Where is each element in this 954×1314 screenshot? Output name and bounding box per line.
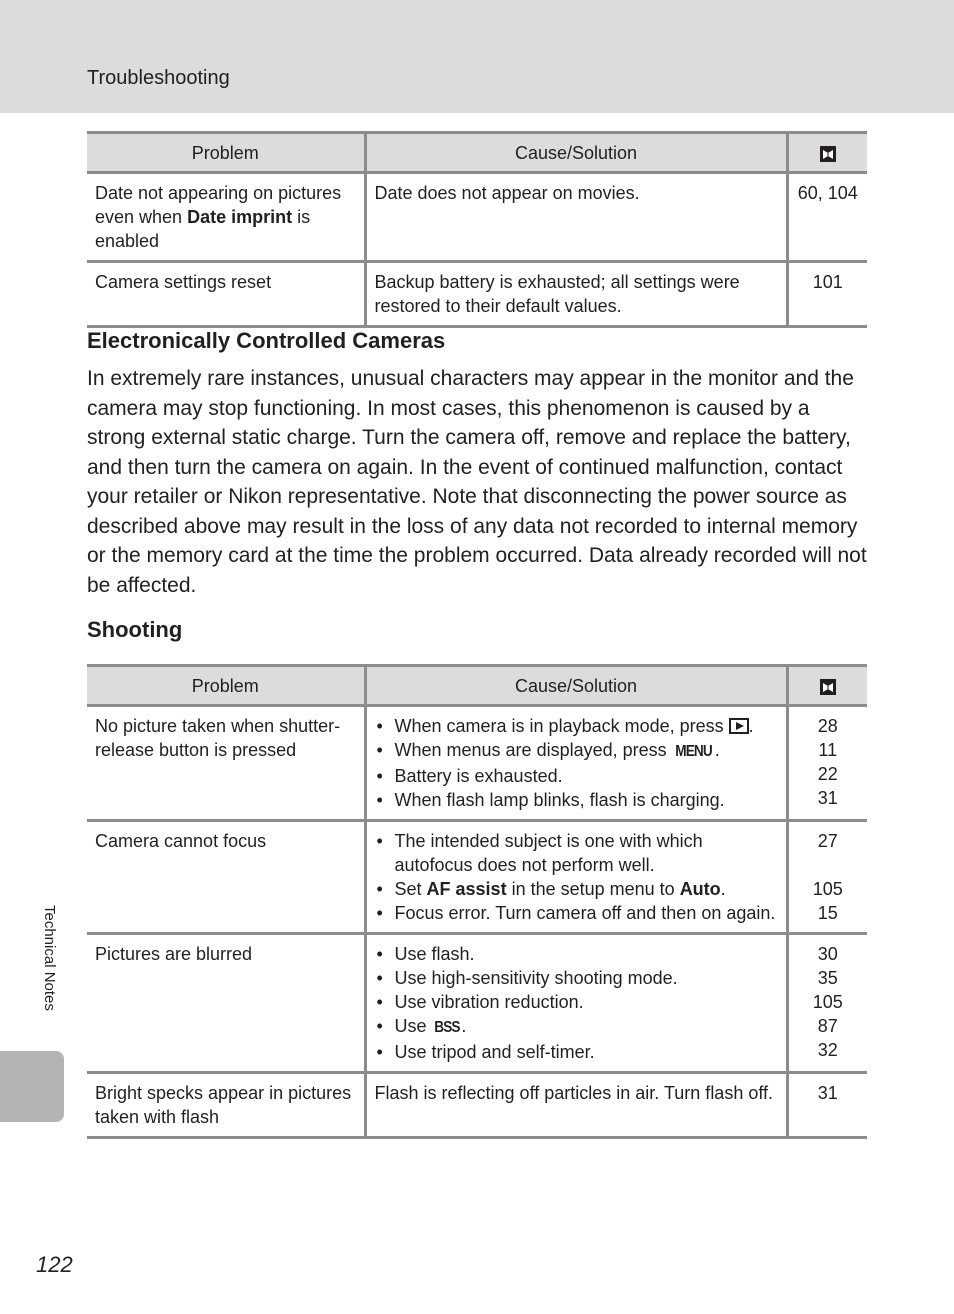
page-cell: 60, 104 (787, 173, 867, 262)
table-row (87, 934, 867, 1073)
column-header-problem: Problem (87, 133, 365, 173)
page-cell: 28 11 22 31 (787, 706, 867, 821)
problem-cell: Pictures are blurred (87, 934, 365, 1073)
side-tab (0, 1051, 64, 1122)
table-row (87, 706, 867, 821)
page-cell: 31 (787, 1073, 867, 1138)
column-header-page (787, 666, 867, 706)
cause-cell (365, 934, 787, 1073)
table-row (87, 1073, 867, 1138)
problem-cell: Date not appearing on pictures even when Date imprint is enabled (87, 173, 365, 262)
list-item: • Set AF assist in the setup menu to Auto. (375, 877, 778, 901)
troubleshooting-table-shooting (87, 664, 867, 1139)
side-section-label: Technical Notes (41, 905, 58, 1011)
list-item: • The intended subject is one with which autofocus does not perform well. (375, 829, 778, 877)
header-title: Troubleshooting (87, 67, 230, 89)
page-reference-icon (819, 145, 837, 163)
page-cell: 27 105 15 (787, 821, 867, 934)
column-header-problem: Problem (87, 666, 365, 706)
page-cell: 30 35 105 87 32 (787, 934, 867, 1073)
list-item: • Use vibration reduction. (375, 990, 778, 1014)
column-header-page (787, 133, 867, 173)
cause-cell: Date does not appear on movies. (365, 173, 787, 262)
cause-cell: Backup battery is exhausted; all settings were restored to their default values. (365, 262, 787, 327)
list-item: • When menus are displayed, press MENU . (375, 738, 778, 764)
problem-cell: Bright specks appear in pictures taken with flash (87, 1073, 365, 1138)
section-body-electronic: In extremely rare instances, unusual characters may appear in the monitor and the camera may stop functioning. In most cases, this phenomenon is caused by a strong external static charge. Turn the camera off, remove and replace the battery, and then turn the camera on again. In the event of continued malfunction, contact your retailer or Nikon representative. Note that disconnecting the power source as described above may result in the loss of any data not recorded to internal memory or the memory card at the time the problem occurred. Data already recorded will not be affected. (87, 367, 867, 597)
list-item: • When flash lamp blinks, flash is charging. (375, 788, 778, 812)
list-item: • Battery is exhausted. (375, 764, 778, 788)
page-number: 122 (36, 1252, 73, 1277)
troubleshooting-table-top (87, 131, 867, 328)
list-item: • Use flash. (375, 942, 778, 966)
page-cell: 101 (787, 262, 867, 327)
list-item: • Use high-sensitivity shooting mode. (375, 966, 778, 990)
table-row (87, 173, 867, 262)
table-row (87, 262, 867, 327)
section-title-shooting: Shooting (87, 617, 183, 642)
header-band (0, 0, 954, 113)
bss-mode-icon: BSS (433, 1019, 460, 1036)
column-header-cause: Cause/Solution (365, 133, 787, 173)
cause-cell (365, 821, 787, 934)
cause-cell: Flash is reflecting off particles in air. Turn flash off. (365, 1073, 787, 1138)
cause-cell (365, 706, 787, 821)
table-row (87, 821, 867, 934)
list-item: • Use tripod and self-timer. (375, 1040, 778, 1064)
problem-cell: Camera settings reset (87, 262, 365, 327)
page-reference-icon (819, 678, 837, 696)
column-header-cause: Cause/Solution (365, 666, 787, 706)
list-item: • Use BSS . (375, 1014, 778, 1040)
list-item: • When camera is in playback mode, press . (375, 714, 778, 738)
list-item: • Focus error. Turn camera off and then on again. (375, 901, 778, 925)
play-button-icon (729, 718, 749, 734)
section-title-electronic: Electronically Controlled Cameras (87, 328, 446, 353)
problem-cell: Camera cannot focus (87, 821, 365, 934)
problem-cell: No picture taken when shutter-release button is pressed (87, 706, 365, 821)
menu-button-icon: MENU (674, 743, 712, 760)
